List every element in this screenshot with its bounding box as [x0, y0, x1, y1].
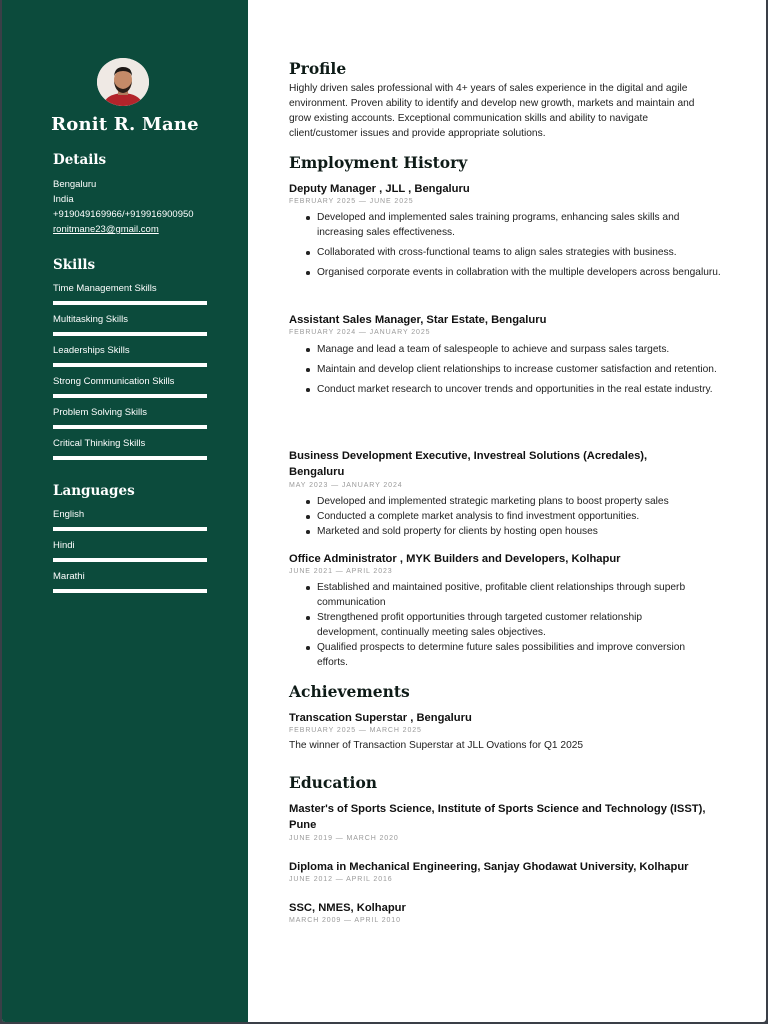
skill-item — [53, 314, 207, 325]
bullet-item: Developed and implemented strategic marketing plans to boost property sales — [317, 494, 722, 509]
language-bar — [53, 558, 207, 562]
skill-label: Strong Communication Skills — [53, 376, 175, 387]
bullet-item: Established and maintained positive, profitable client relationships through superb communication — [317, 580, 702, 610]
bullet-item: Conducted a complete market analysis to find investment opportunities. — [317, 509, 722, 524]
bullet-item: Manage and lead a team of salespeople to achieve and surpass sales targets. — [317, 342, 722, 357]
bullet-item: Collaborated with cross-functional teams to align sales strategies with business. — [317, 245, 722, 260]
education-dates: JUNE 2019 — MARCH 2020 — [289, 835, 399, 842]
education-dates: JUNE 2012 — APRIL 2016 — [289, 876, 393, 883]
job-title: Deputy Manager , JLL , Bengaluru — [289, 183, 470, 195]
email-link[interactable]: ronitmane23@gmail.com — [53, 224, 159, 235]
job-title: Office Administrator , MYK Builders and Developers, Kolhapur — [289, 553, 621, 565]
candidate-name: Ronit R. Mane — [51, 114, 199, 135]
education-heading: Education — [289, 773, 378, 792]
language-item — [53, 571, 207, 582]
skill-bar — [53, 394, 207, 398]
languages-heading: Languages — [53, 483, 135, 499]
education-dates: MARCH 2009 — APRIL 2010 — [289, 917, 401, 924]
skill-item — [53, 283, 207, 294]
skill-item — [53, 407, 207, 418]
job-bullets — [317, 210, 722, 280]
job-bullets — [317, 580, 702, 670]
achievement-dates: FEBRUARY 2025 — MARCH 2025 — [289, 727, 422, 734]
job-dates: FEBRUARY 2025 — JUNE 2025 — [289, 198, 414, 205]
job-bullets — [317, 494, 722, 539]
avatar — [97, 58, 149, 106]
detail-phone: +919049169966/+919916900950 — [53, 209, 194, 220]
detail-city: Bengaluru — [53, 179, 97, 190]
job-bullets — [317, 342, 722, 397]
bullet-item: Maintain and develop client relationships to increase customer satisfaction and retention. — [317, 362, 722, 377]
sidebar — [2, 0, 248, 1022]
bullet-item: Organised corporate events in collabration with the multiple developers across bengaluru. — [317, 267, 721, 278]
education-title: Master's of Sports Science, Institute of Sports Science and Technology (ISST), Pune — [289, 803, 706, 831]
language-bar — [53, 527, 207, 531]
skill-bar — [53, 425, 207, 429]
job-title: Business Development Executive, Investreal Solutions (Acredales), Bengaluru — [289, 450, 648, 478]
profile-heading: Profile — [289, 59, 347, 78]
detail-country: India — [53, 194, 74, 205]
job-dates: MAY 2023 — JANUARY 2024 — [289, 482, 403, 489]
education-title: SSC, NMES, Kolhapur — [289, 902, 406, 914]
skill-item — [53, 376, 207, 387]
skill-label: Leaderships Skills — [53, 345, 130, 356]
language-label: English — [53, 509, 85, 520]
language-bar — [53, 589, 207, 593]
employment-heading: Employment History — [289, 153, 468, 172]
skill-label: Time Management Skills — [53, 283, 157, 294]
language-item — [53, 509, 207, 520]
achievement-text: The winner of Transaction Superstar at JLL Ovations for Q1 2025 — [289, 740, 584, 751]
details-heading: Details — [53, 152, 107, 168]
language-label: Marathi — [53, 571, 85, 582]
job-dates: JUNE 2021 — APRIL 2023 — [289, 568, 393, 575]
skill-bar — [53, 456, 207, 460]
bullet-item: Marketed and sold property for clients by hosting open houses — [317, 524, 722, 539]
skill-bar — [53, 301, 207, 305]
skill-bar — [53, 363, 207, 367]
education-title: Diploma in Mechanical Engineering, Sanjay Ghodawat University, Kolhapur — [289, 861, 689, 873]
job-dates: FEBRUARY 2024 — JANUARY 2025 — [289, 329, 431, 336]
skill-item — [53, 438, 207, 449]
language-item — [53, 540, 207, 551]
language-label: Hindi — [53, 540, 75, 551]
skill-item — [53, 345, 207, 356]
achievement-title: Transcation Superstar , Bengaluru — [289, 712, 472, 724]
bullet-item: Developed and implemented sales training programs, enhancing sales skills and increasing sales effectiveness. — [317, 210, 722, 240]
achievements-heading: Achievements — [289, 682, 410, 701]
bullet-item: Strengthened profit opportunities through targeted customer relationship development, continually meeting sales objectives. — [317, 610, 702, 640]
skill-label: Critical Thinking Skills — [53, 438, 146, 449]
skills-heading: Skills — [53, 257, 96, 273]
skill-bar — [53, 332, 207, 336]
bullet-item: Qualified prospects to determine future sales possibilities and improve conversion efforts. — [317, 640, 702, 670]
job-title: Assistant Sales Manager, Star Estate, Bengaluru — [289, 314, 547, 326]
bullet-item: Conduct market research to uncover trends and opportunities in the real estate industry. — [317, 382, 722, 397]
details-block — [53, 177, 194, 237]
skill-label: Problem Solving Skills — [53, 407, 147, 418]
skill-label: Multitasking Skills — [53, 314, 128, 325]
resume-page — [2, 0, 766, 1022]
profile-text: Highly driven sales professional with 4+ years of sales experience in the digital and agile environment. Proven ability to identify and develop new growth, markets and maintain and grow existing accounts. Exceptional communication skills and ability to navigate client/customer issues and provide appropriate solutions. — [289, 83, 695, 139]
